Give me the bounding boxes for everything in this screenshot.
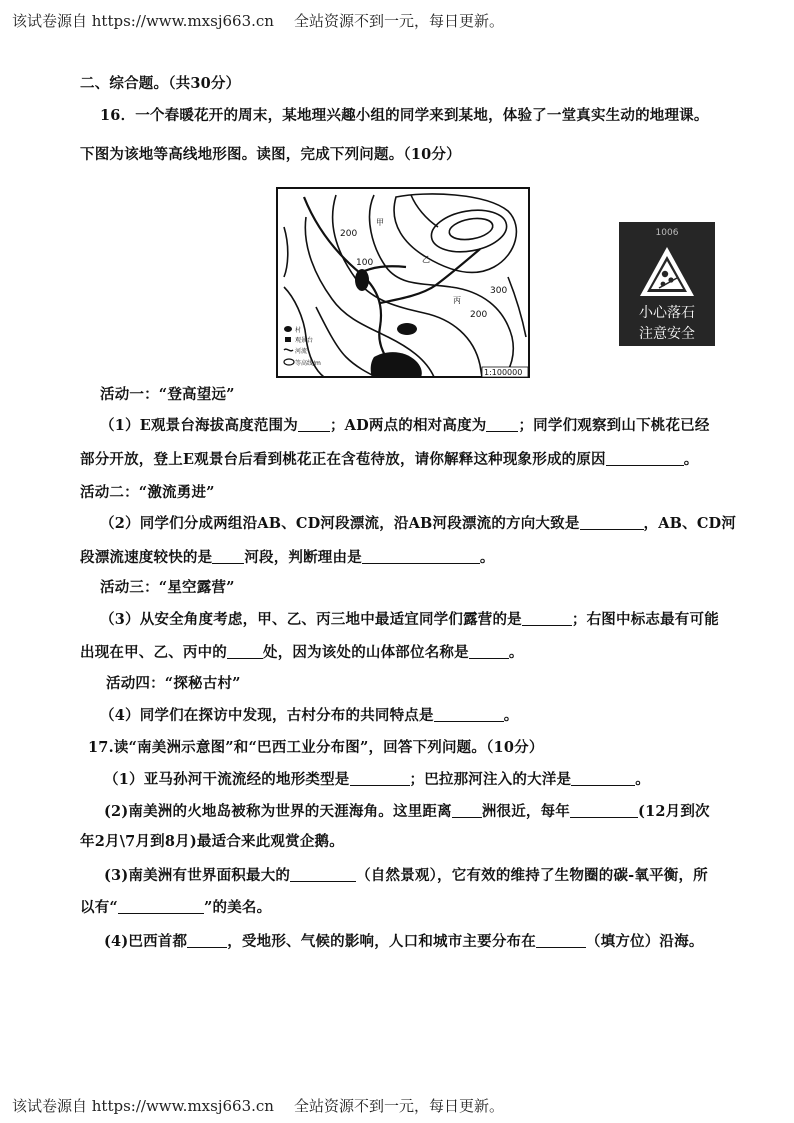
legend-river: 河流 xyxy=(295,348,308,355)
q16-1-text-d: 部分开放，登上E观景台后看到桃花正在含苞待放，请你解释这种现象形成的原因 xyxy=(80,451,606,468)
answer-blank[interactable] xyxy=(298,417,330,432)
q17-1-text-c: 。 xyxy=(635,771,650,788)
footer-source: 该试卷源自 https://www.mxsj663.cn xyxy=(12,1097,274,1115)
q17-3-text-a: (3)南美洲有世界面积最大的 xyxy=(104,867,291,884)
footer-slogan: 全站资源不到一元，每日更新。 xyxy=(293,1097,504,1115)
q16-1-line2 xyxy=(80,450,698,470)
q17-1-text-b: ；巴拉那河注入的大洋是 xyxy=(409,771,572,788)
q16-2-text-b: ，AB、CD河 xyxy=(643,515,737,532)
q16-2-text-c: 段漂流速度较快的是 xyxy=(80,549,213,566)
q17-4-text-a: (4)巴西首都 xyxy=(104,933,188,950)
q17-4-text-b: ，受地形、气候的影响，人口和城市主要分布在 xyxy=(227,933,536,950)
place-label-bing: 丙 xyxy=(453,296,461,305)
contour-label-300: 300 xyxy=(490,286,508,296)
q16-2-text-d: 河段，判断理由是 xyxy=(244,549,362,566)
falling-rock-icon xyxy=(637,244,697,300)
contour-label-200a: 200 xyxy=(340,229,358,239)
legend-viewpoint: 观景台 xyxy=(295,337,314,344)
answer-blank[interactable] xyxy=(290,867,356,882)
q17-4-line xyxy=(104,932,704,952)
page-footer xyxy=(12,1095,504,1116)
q16-1-text-c: ；同学们观察到山下桃花已经 xyxy=(518,417,710,434)
q17-1-text-a: （1）亚马孙河干流流经的地形类型是 xyxy=(104,771,350,788)
legend-village: 村 xyxy=(295,327,302,334)
answer-blank[interactable] xyxy=(570,803,638,818)
q16-2-text-a: （2）同学们分成两组沿AB、CD河段漂流，沿AB河段漂流的方向大致是 xyxy=(100,515,580,532)
answer-blank[interactable] xyxy=(350,771,410,786)
answer-blank[interactable] xyxy=(212,549,244,564)
contour-map xyxy=(276,187,530,378)
q16-3-text-d: 处，因为该处的山体部位名称是 xyxy=(263,644,469,661)
answer-blank[interactable] xyxy=(571,771,635,786)
answer-blank[interactable] xyxy=(452,803,482,818)
q16-4-text-b: 。 xyxy=(503,707,519,724)
activity4-title: 活动四：“探秘古村” xyxy=(106,675,241,692)
q17-intro: 17.读“南美洲示意图”和“巴西工业分布图”，回答下列问题。（10分） xyxy=(88,739,544,756)
answer-blank[interactable] xyxy=(580,515,644,530)
place-label-yi: 乙 xyxy=(422,255,430,264)
contour-label-200b: 200 xyxy=(470,310,488,320)
q17-3-text-d: ”的美名。 xyxy=(203,899,272,916)
q16-3-text-a: （3）从安全角度考虑，甲、乙、丙三地中最适宜同学们露营的是 xyxy=(100,611,522,628)
q17-2-text-b: 洲很近，每年 xyxy=(481,803,571,820)
legend-village-icon xyxy=(284,326,292,332)
page-header xyxy=(12,10,504,31)
answer-blank[interactable] xyxy=(469,644,509,659)
q17-1-line xyxy=(104,770,650,790)
q16-intro-line2: 下图为该地等高线地形图。读图，完成下列问题。（10分） xyxy=(80,146,461,163)
q17-3-text-b: （自然景观），它有效的维持了生物圈的碳-氧平衡，所 xyxy=(356,867,708,884)
activity3-title: 活动三：“星空露营” xyxy=(100,579,235,596)
header-source: 该试卷源自 https://www.mxsj663.cn xyxy=(12,12,274,30)
q16-4-line1 xyxy=(100,706,518,726)
legend-viewpoint-icon xyxy=(285,337,291,342)
q16-3-line1 xyxy=(100,610,719,630)
place-label-jia: 甲 xyxy=(376,218,384,227)
q16-2-line1 xyxy=(100,514,736,534)
answer-blank[interactable] xyxy=(187,933,227,948)
q17-3-line1 xyxy=(104,866,708,886)
header-slogan: 全站资源不到一元，每日更新。 xyxy=(293,12,504,30)
q17-2-line2: 年2月\7月到8月)最适合来此观赏企鹅。 xyxy=(80,833,344,850)
legend-contour: 等高线/m xyxy=(295,360,321,367)
contour-label-100: 100 xyxy=(356,258,374,268)
answer-blank[interactable] xyxy=(362,549,480,564)
q16-4-text-a: （4）同学们在探访中发现，古村分布的共同特点是 xyxy=(100,707,434,724)
activity1-title: 活动一：“登高望远” xyxy=(100,386,235,403)
q16-1-text-a: （1）E观景台海拔高度范围为 xyxy=(100,417,298,434)
sign-top-text: 1006 xyxy=(655,228,679,238)
answer-blank[interactable] xyxy=(118,899,204,914)
falling-rock-sign xyxy=(619,222,715,346)
q17-2-line1 xyxy=(104,802,710,822)
q16-3-text-b: ；右图中标志最有可能 xyxy=(571,611,719,628)
q17-4-text-c: （填方位）沿海。 xyxy=(585,933,704,950)
q16-1-text-b: ；AD两点的相对高度为 xyxy=(329,417,487,434)
q16-3-line2 xyxy=(80,643,524,663)
q16-3-text-e: 。 xyxy=(508,644,524,661)
q16-1-text-e: 。 xyxy=(683,451,699,468)
sign-line2: 注意安全 xyxy=(639,326,695,342)
answer-blank[interactable] xyxy=(486,417,518,432)
q16-2-text-e: 。 xyxy=(479,549,495,566)
q17-2-text-c: (12月到次 xyxy=(638,803,710,820)
answer-blank[interactable] xyxy=(434,707,504,722)
q16-2-line2 xyxy=(80,548,495,568)
q16-3-text-c: 出现在甲、乙、丙中的 xyxy=(80,644,227,661)
answer-blank[interactable] xyxy=(522,611,572,626)
map-scale: 1:100000 xyxy=(484,368,523,377)
q17-3-text-c: 以有“ xyxy=(80,899,118,916)
answer-blank[interactable] xyxy=(606,451,684,466)
q16-1-line1 xyxy=(100,416,710,436)
answer-blank[interactable] xyxy=(227,644,263,659)
answer-blank[interactable] xyxy=(536,933,586,948)
sign-line1: 小心落石 xyxy=(639,305,695,321)
activity2-title: 活动二：“激流勇进” xyxy=(80,484,215,501)
q17-2-text-a: (2)南美洲的火地岛被称为世界的天涯海角。这里距离 xyxy=(104,803,452,820)
q17-3-line2 xyxy=(80,898,271,918)
q16-intro-line1: 16．一个春暖花开的周末，某地理兴趣小组的同学来到某地，体验了一堂真实生动的地理课。 xyxy=(100,107,709,124)
section-title: 二、综合题。（共30分） xyxy=(80,75,241,92)
